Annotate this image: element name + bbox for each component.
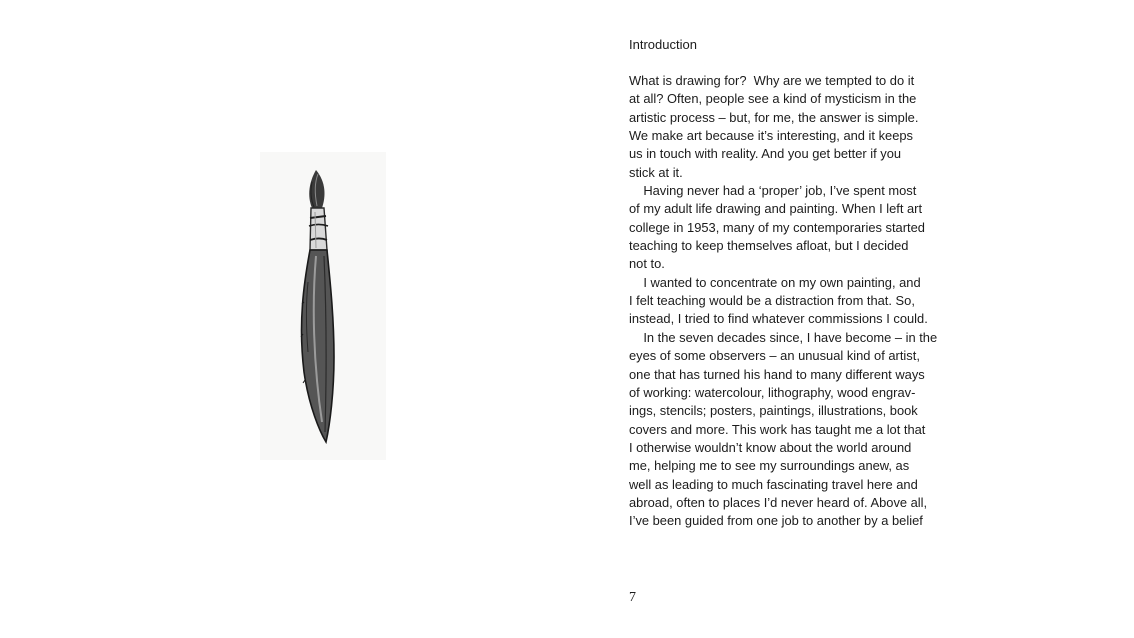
paintbrush-illustration [260, 152, 386, 460]
page-number: 7 [629, 590, 636, 605]
text-line: I’ve been guided from one job to another by a belief [629, 513, 923, 529]
text-line: artistic process – but, for me, the answer is simple. [629, 109, 919, 125]
text-line: us in touch with reality. And you get better if you [629, 146, 902, 162]
section-title: Introduction [629, 37, 697, 52]
text-line: ings, stencils; posters, paintings, illustrations, book [629, 403, 918, 419]
text-line: covers and more. This work has taught me a lot that [629, 421, 926, 437]
text-line: at all? Often, people see a kind of mysticism in the [629, 91, 917, 107]
text-line: not to. [629, 256, 665, 272]
text-line: of my adult life drawing and painting. When I left art [629, 201, 923, 217]
text-line: one that has turned his hand to many different ways [629, 366, 925, 382]
text-line: instead, I tried to find whatever commissions I could. [629, 311, 928, 327]
text-line: I otherwise wouldn’t know about the world around [629, 439, 912, 455]
text-line: of working: watercolour, lithography, wood engrav- [629, 384, 916, 400]
text-line: stick at it. [629, 164, 683, 180]
text-line: me, helping me to see my surroundings anew, as [629, 458, 910, 474]
text-line: well as leading to much fascinating travel here and [629, 476, 918, 492]
body-text [629, 72, 959, 531]
text-line: I wanted to concentrate on my own painting, and [629, 274, 921, 290]
text-line: I felt teaching would be a distraction from that. So, [629, 293, 915, 309]
text-line: abroad, often to places I’d never heard of. Above all, [629, 494, 928, 510]
text-line: teaching to keep themselves afloat, but I decided [629, 238, 909, 254]
text-line: In the seven decades since, I have become – in the [629, 329, 938, 345]
text-line: What is drawing for? Why are we tempted to do it [629, 73, 915, 88]
paintbrush-icon [260, 152, 386, 460]
text-line: We make art because it’s interesting, and it keeps [629, 128, 913, 144]
text-line: Having never had a ‘proper’ job, I’ve spent most [629, 183, 917, 199]
right-page [567, 0, 1134, 638]
text-line: college in 1953, many of my contemporaries started [629, 219, 925, 235]
text-line: eyes of some observers – an unusual kind of artist, [629, 348, 920, 364]
